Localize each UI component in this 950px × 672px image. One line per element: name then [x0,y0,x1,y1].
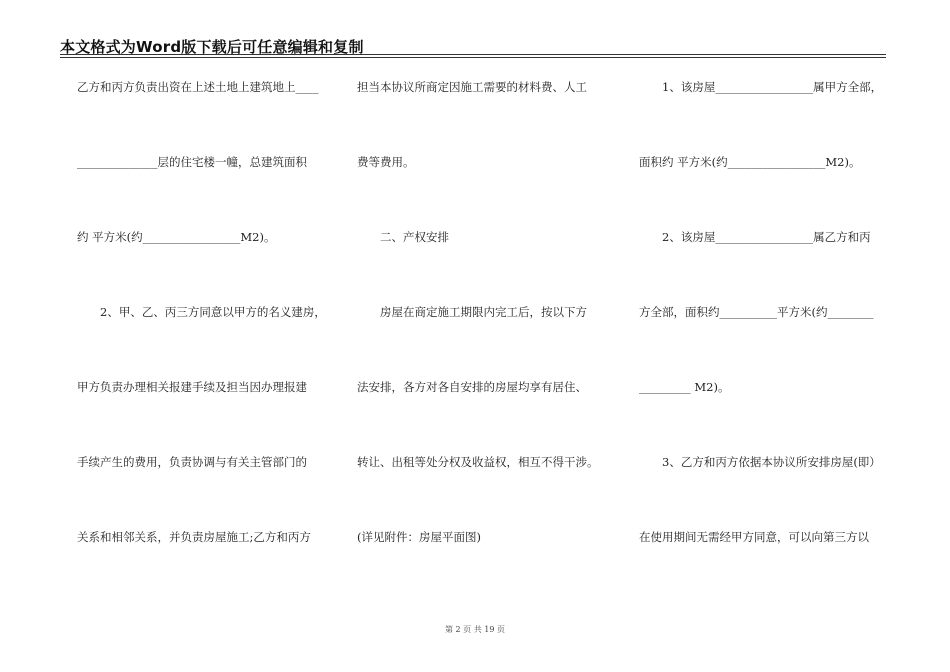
column-1-line: 乙方和丙方负责出资在上述土地上建筑地上____ [77,80,319,94]
column-2-line: 担当本协议所商定因施工需要的材料费、人工 [357,80,587,94]
column-1-line: 2、甲、乙、丙三方同意以甲方的名义建房， [77,305,326,319]
column-3-line: 2、该房屋_________________属乙方和丙 [639,230,871,244]
column-3-line: _________ M2)。 [639,380,730,394]
column-2-line: 法安排，各方对各自安排的房屋均享有居住、 [357,380,587,394]
column-2-line: 二、产权安排 [357,230,449,244]
column-1-line: 甲方负责办理相关报建手续及担当因办理报建 [77,380,307,394]
column-3-line: 在使用期间无需经甲方同意，可以向第三方以 [639,530,869,544]
column-1-line: 手续产生的费用，负责协调与有关主管部门的 [77,455,307,469]
column-3-line: 面积约 平方米(约_________________M2)。 [639,155,861,169]
column-2-line: 转让、出租等处分权及收益权，相互不得干涉。 [357,455,599,469]
column-3-line: 方全部，面积约__________平方米(约________ [639,305,874,319]
column-1-line: 约 平方米(约_________________M2)。 [77,230,276,244]
column-1-line: 关系和相邻关系，并负责房屋施工;乙方和丙方 [77,530,311,544]
document-header-title: 本文格式为Word版下载后可任意编辑和复制 [60,38,364,56]
column-2-line: 房屋在商定施工期限内完工后，按以下方 [357,305,587,319]
column-1-line: ______________层的住宅楼一幢，总建筑面积 [77,155,307,169]
header-rule-top [60,54,886,55]
column-2-line: (详见附件：房屋平面图) [357,530,481,544]
header-rule-bottom [60,57,886,58]
column-3-line: 3、乙方和丙方依据本协议所安排房屋(即） [639,455,881,469]
column-3-line: 1、该房屋_________________属甲方全部， [639,80,883,94]
page-number-footer: 第 2 页 共 19 页 [445,625,505,634]
column-2-line: 费等费用。 [357,155,415,169]
